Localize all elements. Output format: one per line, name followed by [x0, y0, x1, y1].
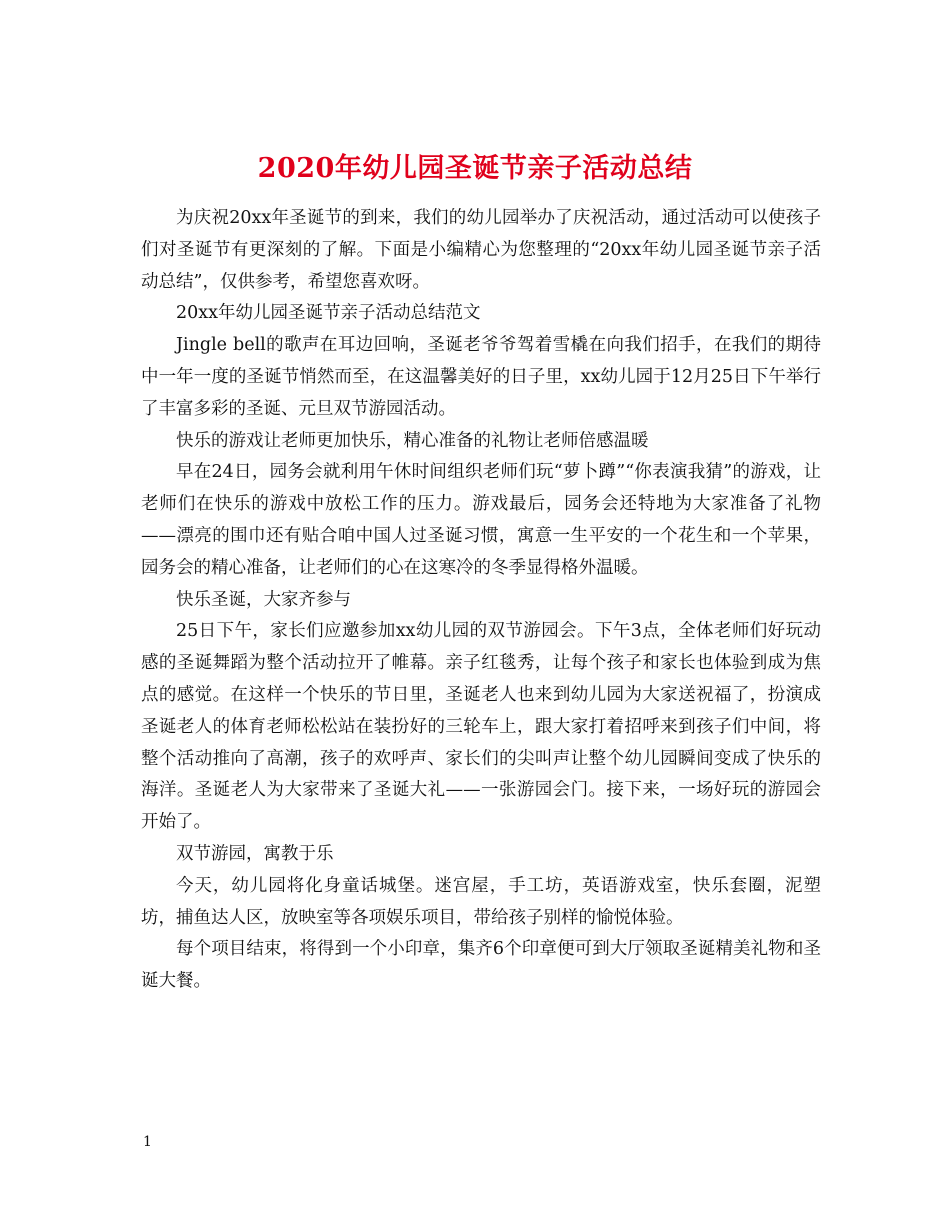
document-title: 2020年幼儿园圣诞节亲子活动总结: [257, 153, 693, 185]
section-heading-games: 快乐的游戏让老师更加快乐，精心准备的礼物让老师倍感温暖: [176, 430, 649, 451]
paragraph-subtitle: 20xx年幼儿园圣诞节亲子活动总结范文: [176, 303, 481, 324]
section-heading-garden-party: 双节游园，寓教于乐: [176, 843, 334, 864]
document-body: [141, 203, 821, 998]
paragraph-intro: 为庆祝20xx年圣诞节的到来，我们的幼儿园举办了庆祝活动，通过活动可以使孩子们对圣诞节有更深刻的了解。下面是小编精心为您整理的“20xx年幼儿园圣诞节亲子活动总结”，仅供参考，希望您喜欢呀。: [141, 208, 821, 292]
paragraph-garden-party: 今天，幼儿园将化身童话城堡。迷宫屋，手工坊，英语游戏室，快乐套圈，泥塑坊，捕鱼达人区，放映室等各项娱乐项目，带给孩子别样的愉悦体验。: [141, 875, 821, 928]
paragraph-opening: Jingle bell的歌声在耳边回响，圣诞老爷爷驾着雪橇在向我们招手，在我们的期待中一年一度的圣诞节悄然而至，在这温馨美好的日子里，xx幼儿园于12月25日下午举行了丰富多彩的圣诞、元旦双节游园活动。: [141, 335, 821, 419]
paragraph-christmas: 25日下午，家长们应邀参加xx幼儿园的双节游园会。下午3点，全体老师们好玩动感的圣诞舞蹈为整个活动拉开了帷幕。亲子红毯秀，让每个孩子和家长也体验到成为焦点的感觉。在这样一个快乐的节日里，圣诞老人也来到幼儿园为大家送祝福了，扮演成圣诞老人的体育老师松松站在装扮好的三轮车上，跟大家打着招呼来到孩子们中间，将整个活动推向了高潮，孩子的欢呼声、家长们的尖叫声让整个幼儿园瞬间变成了快乐的海洋。圣诞老人为大家带来了圣诞大礼——一张游园会门。接下来，一场好玩的游园会开始了。: [141, 621, 821, 833]
paragraph-games: 早在24日，园务会就利用午休时间组织老师们玩“萝卜蹲”“你表演我猜”的游戏，让老师们在快乐的游戏中放松工作的压力。游戏最后，园务会还特地为大家准备了礼物——漂亮的围巾还有贴合咱中国人过圣诞习惯，寓意一生平安的一个花生和一个苹果，园务会的精心准备，让老师们的心在这寒冷的冬季显得格外温暖。: [141, 462, 821, 578]
page-number: 1: [143, 1134, 152, 1150]
section-heading-christmas: 快乐圣诞，大家齐参与: [176, 589, 351, 610]
paragraph-stamps: 每个项目结束，将得到一个小印章，集齐6个印章便可到大厅领取圣诞精美礼物和圣诞大餐。: [141, 939, 821, 992]
